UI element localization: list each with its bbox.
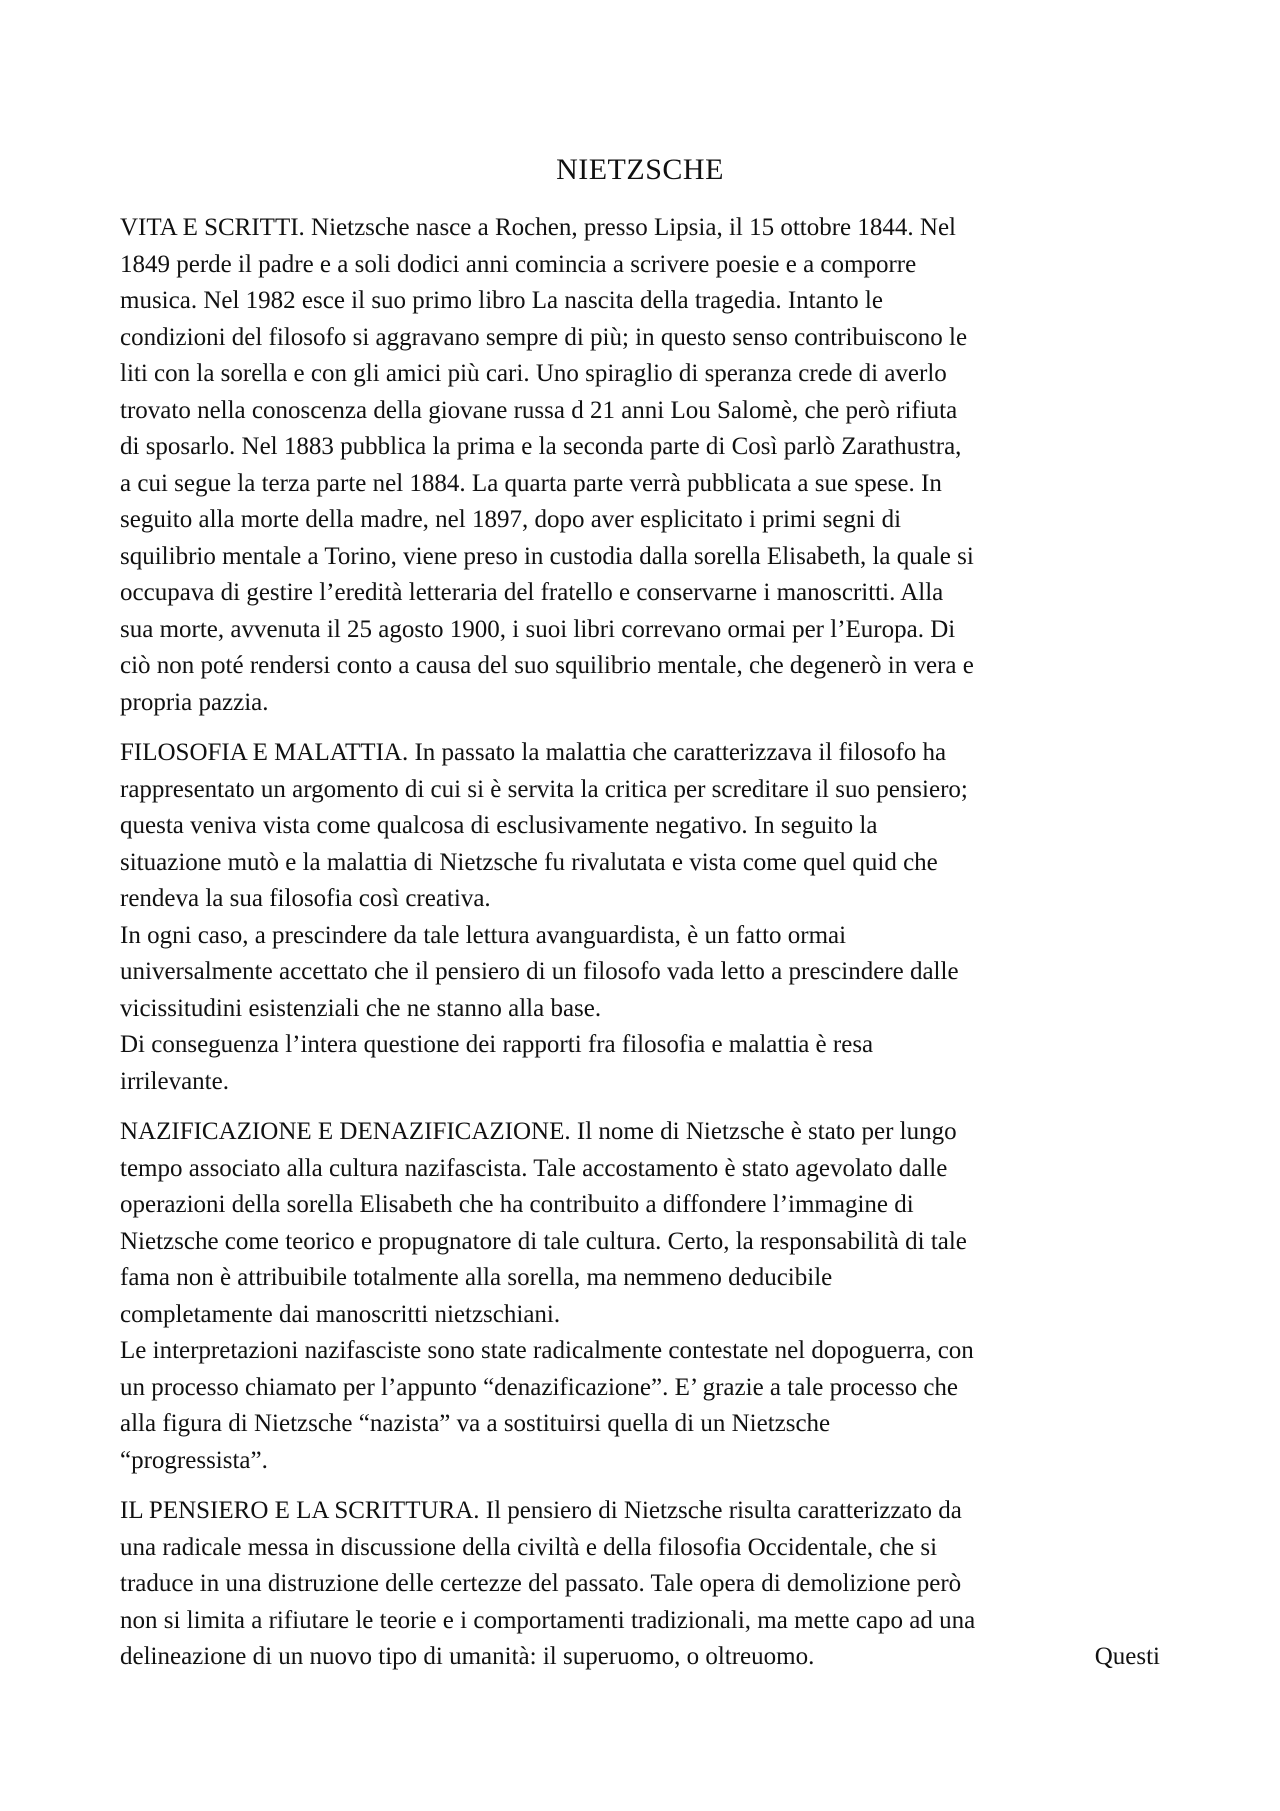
text-line: irrilevante. (120, 1067, 229, 1095)
text-line-justified (120, 1639, 1160, 1676)
text-line: una radicale messa in discussione della civiltà e della filosofia Occidentale, che si (120, 1533, 938, 1561)
text-line: questa veniva vista come qualcosa di esclusivamente negativo. In seguito la (120, 812, 878, 839)
text-line: propria pazzia. (120, 688, 269, 716)
text-line: sua morte, avvenuta il 25 agosto 1900, i suoi libri correvano ormai per l’Europa. Di (120, 615, 956, 643)
text-line: situazione mutò e la malattia di Nietzsche fu rivalutata e vista come quel quid che (120, 848, 938, 876)
text-line: traduce in una distruzione delle certezze del passato. Tale opera di demolizione però (120, 1570, 962, 1597)
page-title: NIETZSCHE (556, 153, 724, 186)
text-line: di sposarlo. Nel 1883 pubblica la prima e la seconda parte di Così parlò Zarathustra, (120, 433, 962, 460)
text-line: FILOSOFIA E MALATTIA. In passato la malattia che caratterizzava il filosofo ha (120, 739, 947, 766)
section-filosofia-e-malattia (120, 735, 1160, 1100)
text-line: operazioni della sorella Elisabeth che ha contribuito a diffondere l’immagine di (120, 1191, 914, 1218)
text-line: vicissitudini esistenziali che ne stanno alla base. (120, 994, 602, 1022)
text-line: ciò non poté rendersi conto a causa del suo squilibrio mentale, che degenerò in vera e (120, 652, 974, 679)
text-line: trovato nella conoscenza della giovane russa d 21 anni Lou Salomè, che però rifiuta (120, 396, 958, 424)
section-vita-e-scritti (120, 210, 1160, 721)
text-line: condizioni del filosofo si aggravano sempre di più; in questo senso contribuiscono le (120, 323, 968, 351)
text-line: squilibrio mentale a Torino, viene preso in custodia dalla sorella Elisabeth, la quale si (120, 542, 974, 570)
text-line: liti con la sorella e con gli amici più cari. Uno spiraglio di speranza crede di averlo (120, 360, 947, 387)
text-line: VITA E SCRITTI. Nietzsche nasce a Rochen, presso Lipsia, il 15 ottobre 1844. Nel (120, 214, 956, 241)
text-line: Di conseguenza l’intera questione dei rapporti fra filosofia e malattia è resa (120, 1031, 874, 1058)
text-line: In ogni caso, a prescindere da tale lettura avanguardista, è un fatto ormai (120, 921, 847, 949)
text-line: Nietzsche come teorico e propugnatore di tale cultura. Certo, la responsabilità di tale (120, 1227, 967, 1255)
section-nazificazione (120, 1114, 1160, 1479)
text-line: non si limita a rifiutare le teorie e i comportamenti tradizionali, ma mette capo ad una (120, 1606, 976, 1634)
section-pensiero-e-scrittura (120, 1493, 1160, 1676)
text-line: un processo chiamato per l’appunto “denazificazione”. E’ grazie a tale processo che (120, 1373, 959, 1401)
text-line-left: delineazione di un nuovo tipo di umanità: il superuomo, o oltreuomo. (120, 1643, 815, 1670)
text-line: 1849 perde il padre e a soli dodici anni comincia a scrivere poesie e a comporre (120, 250, 917, 278)
text-line: musica. Nel 1982 esce il suo primo libro La nascita della tragedia. Intanto le (120, 287, 883, 314)
text-line: a cui segue la terza parte nel 1884. La quarta parte verrà pubblicata a sue spese. In (120, 469, 942, 497)
text-line: IL PENSIERO E LA SCRITTURA. Il pensiero di Nietzsche risulta caratterizzato da (120, 1497, 962, 1524)
text-line: occupava di gestire l’eredità letteraria del fratello e conservarne i manoscritti. Alla (120, 579, 944, 606)
text-line: NAZIFICAZIONE E DENAZIFICAZIONE. Il nome di Nietzsche è stato per lungo (120, 1118, 957, 1145)
text-line: completamente dai manoscritti nietzschiani. (120, 1300, 561, 1328)
text-line: fama non è attribuibile totalmente alla sorella, ma nemmeno deducibile (120, 1264, 833, 1291)
text-line: rappresentato un argomento di cui si è servita la critica per screditare il suo pensiero; (120, 775, 968, 803)
text-line: alla figura di Nietzsche “nazista” va a sostituirsi quella di un Nietzsche (120, 1410, 831, 1437)
text-line: Le interpretazioni nazifasciste sono state radicalmente contestate nel dopoguerra, con (120, 1337, 974, 1364)
text-line: seguito alla morte della madre, nel 1897, dopo aver esplicitato i primi segni di (120, 506, 902, 533)
text-line: universalmente accettato che il pensiero di un filosofo vada letto a prescindere dalle (120, 958, 959, 985)
text-line-right: Questi (1094, 1643, 1160, 1670)
document-body (120, 210, 1160, 1690)
text-line: “progressista”. (120, 1446, 268, 1474)
text-line: rendeva la sua filosofia così creativa. (120, 885, 491, 912)
text-line: tempo associato alla cultura nazifascista. Tale accostamento è stato agevolato dalle (120, 1154, 948, 1182)
